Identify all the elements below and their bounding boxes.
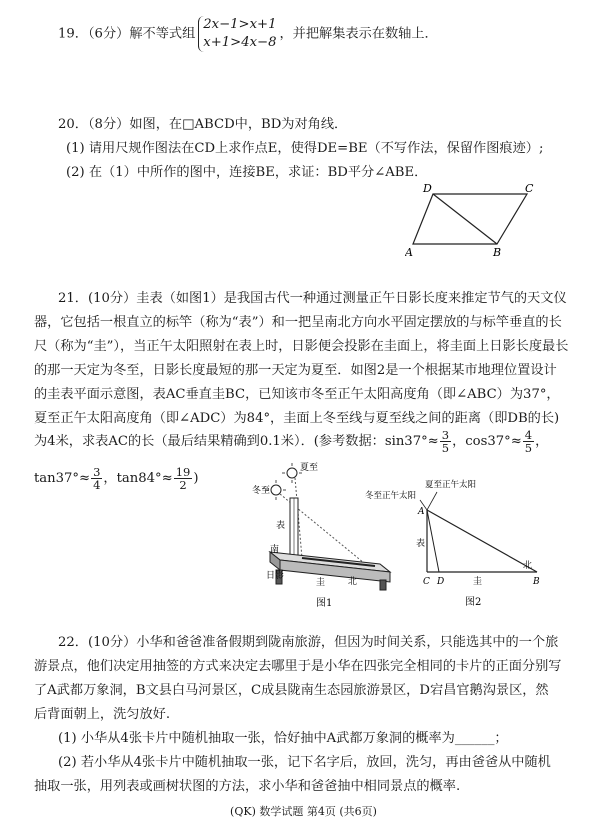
fig1-label-bei: 北: [348, 577, 358, 587]
parallelogram-figure: [405, 182, 540, 260]
inequality-system: [198, 16, 276, 52]
figure-2-triangle: [365, 478, 550, 610]
label-c: C: [525, 182, 534, 195]
label-a: A: [405, 246, 413, 259]
fig2-label-biao: 表: [416, 539, 426, 549]
q22-line7: 抽取一张，用列表或画树状图的方法，求小华和爸爸抽中相同景点的概率.: [34, 779, 461, 794]
parallelogram-abcd: [413, 194, 527, 244]
winter-sun-icon: [271, 485, 281, 495]
q20-line3: (2) 在（1）中所作的图中，连接BE，求证：BD平分∠ABE．: [66, 165, 428, 180]
q21-line3: 尺（称为“圭”），当正午太阳照射在表上时，日影便会投影在圭面上，将圭面上日影长度最长: [34, 339, 569, 354]
cos-fraction: [523, 429, 534, 454]
diagonal-bd: [433, 194, 497, 244]
q20-line2: (1) 请用尺规作图法在CD上求作点E，使得DE=BE（不写作法，保留作图痕迹）;: [66, 141, 544, 156]
sin-fraction: [440, 429, 451, 454]
sin-numerator: 3: [441, 428, 450, 442]
label-d: D: [423, 182, 432, 195]
fig2-label-d: D: [437, 577, 445, 587]
inequality-2: x+1>4x−8: [203, 35, 277, 50]
fig1-label-xiazhi: 夏至: [300, 463, 319, 473]
sin-denominator: 5: [441, 441, 450, 455]
tan84-denominator: 2: [179, 478, 187, 492]
segment-ab: [427, 510, 537, 572]
fig2-label-a: A: [418, 507, 425, 517]
q22-line5: (1) 小华从4张卡片中随机抽取一张，恰好抽中A武都万象洞的概率为______；: [58, 731, 508, 746]
tan37-fraction: [91, 466, 102, 491]
tan84-fraction: [174, 466, 193, 491]
q21-line5: 的圭表平面示意图，表AC垂直圭BC，已知该市冬至正午太阳高度角（即∠ABC）为37°，: [34, 387, 560, 402]
fig2-label-b: B: [533, 577, 540, 587]
inequality-1: 2x−1>x+1: [203, 17, 277, 32]
segment-ad: [427, 510, 439, 572]
summer-sun-rays: [282, 463, 302, 483]
tan37-label: tan37°≈: [34, 471, 91, 486]
q22-line4: 后背面朝上，洗匀放好.: [34, 707, 171, 722]
fig2-label-bei: 北: [523, 561, 533, 571]
q19-text: 19．（6分）解不等式组: [58, 26, 196, 42]
q20-line1: 20．（8分）如图，在□ABCD中，BD为对角线．: [58, 117, 348, 132]
q21-line2: 器，它包括一根直立的标竿（称为“表”）和一把呈南北方向水平固定摆放的与标竿垂直的长: [34, 315, 562, 330]
tan37-numerator: 3: [93, 465, 101, 479]
fig1-label-riying: 日影: [266, 571, 285, 581]
cos-label: ，cos37°≈: [452, 434, 522, 449]
q19-tail: ，并把解集表示在数轴上．: [279, 26, 438, 42]
fig2-label-xiazhi-sun: 夏至正午太阳: [425, 480, 477, 490]
fig1-label-nan: 南: [270, 545, 280, 555]
q21-line4: 的那一天定为冬至，日影长度最短的那一天定为夏至．如图2是一个根据某市地理位置设计: [34, 363, 557, 378]
q21-line1: 21．(10分）圭表（如图1）是我国古代一种通过测量正午日影长度来推定节气的天文仪: [58, 291, 567, 306]
q22-line1: 22．(10分）小华和爸爸准备假期到陇南旅游，但因为时间关系，只能选其中的一个旅: [58, 635, 559, 650]
fig2-label-gui: 圭: [473, 577, 483, 587]
q22-line2: 游景点，他们决定用抽签的方式来决定去哪里于是小华在四张完全相同的卡片的正面分别写: [34, 659, 562, 674]
q21-line6: 夏至正午太阳高度角（即∠ADC）为84°，圭面上冬至线与夏至线之间的距离（即DB的长): [34, 411, 560, 426]
fig2-label-dongzhi-sun: 冬至正午太阳: [365, 491, 417, 501]
q21-line7-text: 为4米，求表AC的长（最后结果精确到0.1米）．(参考数据：sin37°≈: [34, 434, 439, 449]
fig1-label-dongzhi: 冬至: [252, 486, 271, 496]
comma: ，: [535, 434, 549, 449]
fig2-label-c: C: [423, 577, 430, 587]
fig1-label-biao: 表: [276, 521, 286, 531]
q22-line6: (2) 若小华从4张卡片中随机抽取一张，记下名字后，放回，洗匀，再由爸爸从中随机: [58, 755, 551, 770]
q19: [58, 16, 438, 52]
q21-line8: [34, 464, 199, 494]
q22-line3: 了A武都万象洞，B文县白马河景区，C成县陇南生态园旅游景区，D宕昌官鹅沟景区，然: [34, 683, 549, 698]
page-footer: (QK) 数学试题 第4页 (共6页): [230, 805, 377, 818]
label-b: B: [493, 246, 502, 259]
summer-sun-icon: [287, 468, 297, 478]
q21-line7: [34, 427, 548, 457]
cos-denominator: 5: [524, 441, 533, 455]
fig1-label-gui: 圭: [316, 578, 326, 588]
cos-numerator: 4: [524, 428, 533, 442]
tan84-label: ，tan84°≈: [103, 471, 173, 486]
fig1-caption: 图1: [316, 598, 333, 609]
tan37-denominator: 4: [93, 478, 101, 492]
tan84-numerator: 19: [175, 465, 191, 479]
fig2-caption: 图2: [465, 597, 482, 608]
close-paren: ): [193, 471, 199, 486]
